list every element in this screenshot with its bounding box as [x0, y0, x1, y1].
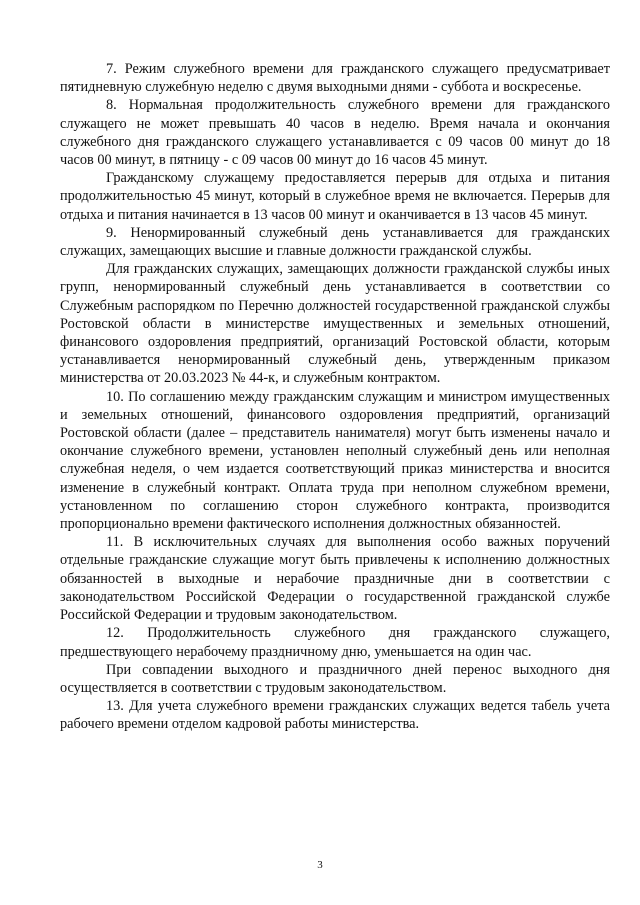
document-body [60, 60, 610, 734]
paragraph-8-normal-duration: 8. Нормальная продолжительность служебного времени для гражданского служащего не может превышать 40 часов в неделю. Время начала и окончания служебного дня гражданского служащего устанавливается с 09 часов 00 минут до 18 часов 00 минут, в пятницу - с 09 часов 00 минут до 16 часов 45 минут. [60, 97, 610, 169]
paragraph-12-day-transfer: При совпадении выходного и праздничного дней перенос выходного дня осуществляется в соответствии с трудовым законодательством. [60, 661, 610, 696]
paragraph-9-other-groups: Для гражданских служащих, замещающих должности гражданской службы иных групп, ненормированный служебный день устанавливается в соответствии со Служебным распорядком по Перечню должностей государственной гражданской службы Ростовской области в министерстве имущественных и земельных отношений, финансового оздоровления предприятий, организаций Ростовской области, которым устанавливается ненормированный служебный день, утвержденным приказом министерства от 20.03.2023 № 44-к, и служебным контрактом. [60, 261, 610, 387]
paragraph-11-exceptional-cases: 11. В исключительных случаях для выполнения особо важных поручений отдельные гражданские служащие могут быть привлечены к исполнению должностных обязанностей в выходные и нерабочие праздничные дни в соответствии с законодательством Российской Федерации о государственной гражданской службе Российской Федерации и трудовым законодательством. [60, 534, 610, 624]
paragraph-10-agreement: 10. По соглашению между гражданским служащим и министром имущественных и земельных отношений, финансового оздоровления предприятий, организаций Ростовской области (далее – представитель нанимателя) могут быть изменены начало и окончание служебного времени, установлен неполный служебный день или неполная служебная неделя, о чем издается соответствующий приказ министерства и вносится изменение в служебный контракт. Оплата труда при неполном служебном времени, установленном по соглашению сторон служебного контракта, производится пропорционально времени фактического исполнения должностных обязанностей. [60, 388, 610, 533]
paragraph-9-irregular-day: 9. Ненормированный служебный день устанавливается для гражданских служащих, замещающих высшие и главные должности гражданской службы. [60, 224, 610, 260]
paragraph-12-pre-holiday: 12. Продолжительность служебного дня гражданского служащего, предшествующего нерабочему праздничному дню, уменьшается на один час. [60, 625, 610, 660]
paragraph-8-lunch-break: Гражданскому служащему предоставляется перерыв для отдыха и питания продолжительностью 45 минут, который в служебное время не включается. Перерыв для отдыха и питания начинается в 13 часов 00 минут и оканчивается в 13 часов 45 минут. [60, 170, 610, 223]
paragraph-13-timesheet: 13. Для учета служебного времени гражданских служащих ведется табель учета рабочего времени отделом кадровой работы министерства. [60, 698, 610, 733]
page-number: 3 [317, 859, 323, 871]
paragraph-7-work-regime: 7. Режим служебного времени для гражданского служащего предусматривает пятидневную служебную неделю с двумя выходными днями - суббота и воскресенье. [60, 61, 610, 96]
